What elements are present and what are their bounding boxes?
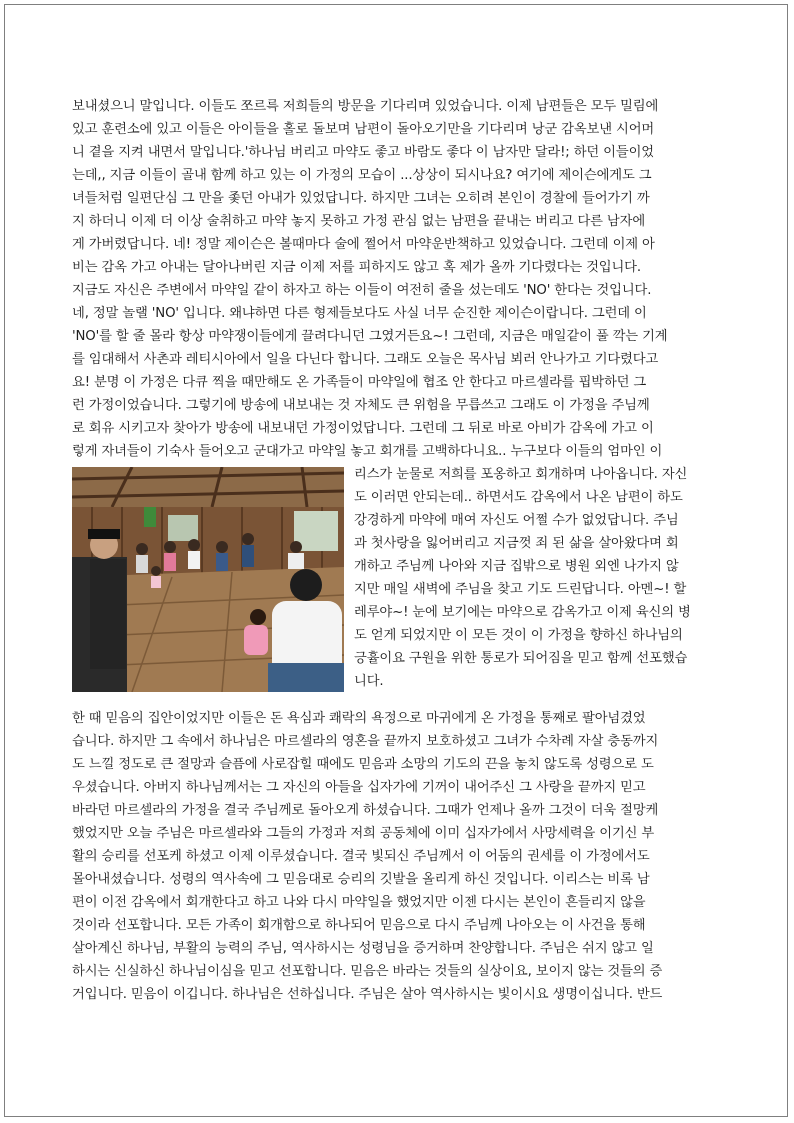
text-line: 를 임대해서 사촌과 레티시아에서 일을 다닌다 합니다. 그래도 오늘은 목사님 뵈러 안나가고 기다렸다고 xyxy=(72,352,659,367)
text-line: 런 가정이었습니다. 그렇기에 방송에 내보내는 것 자체도 큰 위험을 무릅쓰고 그래도 이 가정을 주님께 xyxy=(72,398,650,413)
text-line: 비는 감옥 가고 아내는 달아나버린 지금 이제 저를 피하지도 않고 혹 제가 올까 기다렸다는 것입니다. xyxy=(72,260,641,275)
text-line: 도 느낄 정도로 큰 절망과 슬픔에 사로잡힐 때에도 믿음과 소망의 기도의 끈을 놓치 않도록 성령으로 도 xyxy=(72,757,654,772)
text-line: 는데,, 지금 이들이 골내 함께 하고 있는 이 가정의 모습이 ...상상이 되시나요? 여기에 제이슨에게도 그 xyxy=(72,168,652,183)
text-line: 리스가 눈물로 저희를 포옹하고 회개하며 나아옵니다. 자신 xyxy=(354,467,688,482)
text-line: 로 회유 시키고자 찾아가 방송에 내보내던 가정이었답니다. 그런데 그 뒤로 바로 아비가 감옥에 가고 이 xyxy=(72,421,654,436)
text-line: 니다. xyxy=(354,674,384,689)
text-line: 하시는 신실하신 하나님이심을 믿고 선포합니다. 믿음은 바라는 것들의 실상이요, 보이지 않는 것들의 증 xyxy=(72,964,663,979)
text-line: 거입니다. 믿음이 이깁니다. 하나님은 선하십니다. 주님은 살아 역사하시는 빛이시요 생명이십니다. 반드 xyxy=(72,987,663,1002)
text-line: 긍휼이요 구원을 위한 통로가 되어짐을 믿고 함께 선포했습 xyxy=(354,651,688,666)
text-line: 요! 분명 이 가정은 다큐 찍을 때만해도 온 가족들이 마약일에 협조 안 한다고 마르셀라를 핍박하던 그 xyxy=(72,375,647,390)
text-line: 레루야~! 눈에 보기에는 마약으로 감옥가고 이제 육신의 병 xyxy=(354,605,691,620)
text-line: 바라던 마르셀라의 가정을 결국 주님께로 돌아오게 하셨습니다. 그때가 언제나 올까 그것이 더욱 절망케 xyxy=(72,803,659,818)
text-line: 살아계신 하나님, 부활의 능력의 주님, 역사하시는 성령님을 증거하며 찬양합니다. 주님은 쉬지 않고 일 xyxy=(72,941,654,956)
text-line: 도 이러면 안되는데.. 하면서도 감옥에서 나온 남편이 하도 xyxy=(354,490,683,505)
text-line: 녀들처럼 일편단심 그 만을 좇던 아내가 있었답니다. 하지만 그녀는 오히려 본인이 경찰에 들어가기 까 xyxy=(72,191,650,206)
text-line: 게 가버렸답니다. 네! 정말 제이슨은 볼때마다 술에 쩔어서 마약운반책하고 있었습니다. 그런데 이제 아 xyxy=(72,237,655,252)
text-line: 렇게 자녀들이 기숙사 들어오고 군대가고 마약일 놓고 회개를 고백하다니요.. 누구보다 이들의 엄마인 이 xyxy=(72,444,663,459)
text-line: 보내셨으니 말입니다. 이들도 쪼르륵 저희들의 방문을 기다리며 있었습니다. 이제 남편들은 모두 밀림에 xyxy=(72,99,659,114)
text-line: 우셨습니다. 아버지 하나님께서는 그 자신의 아들을 십자가에 기꺼이 내어주신 그 사랑을 끝까지 믿고 xyxy=(72,780,646,795)
text-line: 있고 훈련소에 있고 이들은 아이들을 홀로 돌보며 남편이 돌아오기만을 기다리며 낭군 감옥보낸 시어머 xyxy=(72,122,655,137)
text-line: 지금도 자신은 주변에서 마약일 같이 하자고 하는 이들이 여전히 줄을 섰는데도 'NO' 한다는 것입니다. xyxy=(72,283,652,298)
family-gathering-photo xyxy=(72,467,344,692)
text-line: 지 하더니 이제 더 이상 술취하고 마약 놓지 못하고 가정 관심 없는 남편을 끝내는 버리고 다른 남자에 xyxy=(72,214,646,229)
text-line: 편이 이전 감옥에서 회개한다고 하고 나와 다시 마약일을 했었지만 이젠 다시는 본인이 흔들리지 않을 xyxy=(72,895,646,910)
text-line: 활의 승리를 선포케 하셨고 이제 이루셨습니다. 결국 빛되신 주님께서 이 어둠의 권세를 이 가정에서도 xyxy=(72,849,650,864)
text-line: 한 때 믿음의 집안이었지만 이들은 돈 욕심과 쾌락의 욕정으로 마귀에게 온 가정을 통째로 팔아넘겼었 xyxy=(72,711,646,726)
text-line: 지만 매일 새벽에 주님을 찾고 기도 드린답니다. 아멘~! 할 xyxy=(354,582,687,597)
text-line: 강경하게 마약에 매여 자신도 어쩔 수가 없었답니다. 주님 xyxy=(354,513,679,528)
text-line: 도 얻게 되었지만 이 모든 것이 이 가정을 향하신 하나님의 xyxy=(354,628,683,643)
text-line: 'NO'를 할 줄 몰라 항상 마약쟁이들에게 끌려다니던 그였거든요~! 그런데, 지금은 매일같이 풀 깍는 기계 xyxy=(72,329,668,344)
text-line: 니 곁을 지켜 내면서 말입니다.'하나님 버리고 마약도 좋고 바람도 좋다 이 남자만 달라!; 하던 이들이었 xyxy=(72,145,654,160)
text-line: 과 첫사랑을 잃어버리고 지금껏 죄 된 삶을 살아왔다며 회 xyxy=(354,536,679,551)
text-line: 네, 정말 놀랠 'NO' 입니다. 왜냐하면 다른 형제들보다도 사실 너무 순진한 제이슨이랍니다. 그런데 이 xyxy=(72,306,647,321)
text-line: 했었지만 오늘 주님은 마르셀라와 그들의 가정과 저희 공동체에 이미 십자가에서 사망세력을 이기신 부 xyxy=(72,826,655,841)
text-line: 것이라 선포합니다. 모든 가족이 회개함으로 하나되어 믿음으로 다시 주님께 나아오는 이 사건을 통해 xyxy=(72,918,646,933)
text-line: 몰아내셨습니다. 성령의 역사속에 그 믿음대로 승리의 깃발을 올리게 하신 것입니다. 이리스는 비록 남 xyxy=(72,872,650,887)
text-line: 습니다. 하지만 그 속에서 하나님은 마르셀라의 영혼을 끝까지 보호하셨고 그녀가 수차례 자살 충동까지 xyxy=(72,734,659,749)
text-line: 개하고 주님께 나아와 지금 집밖으로 병원 외엔 나가지 않 xyxy=(354,559,679,574)
